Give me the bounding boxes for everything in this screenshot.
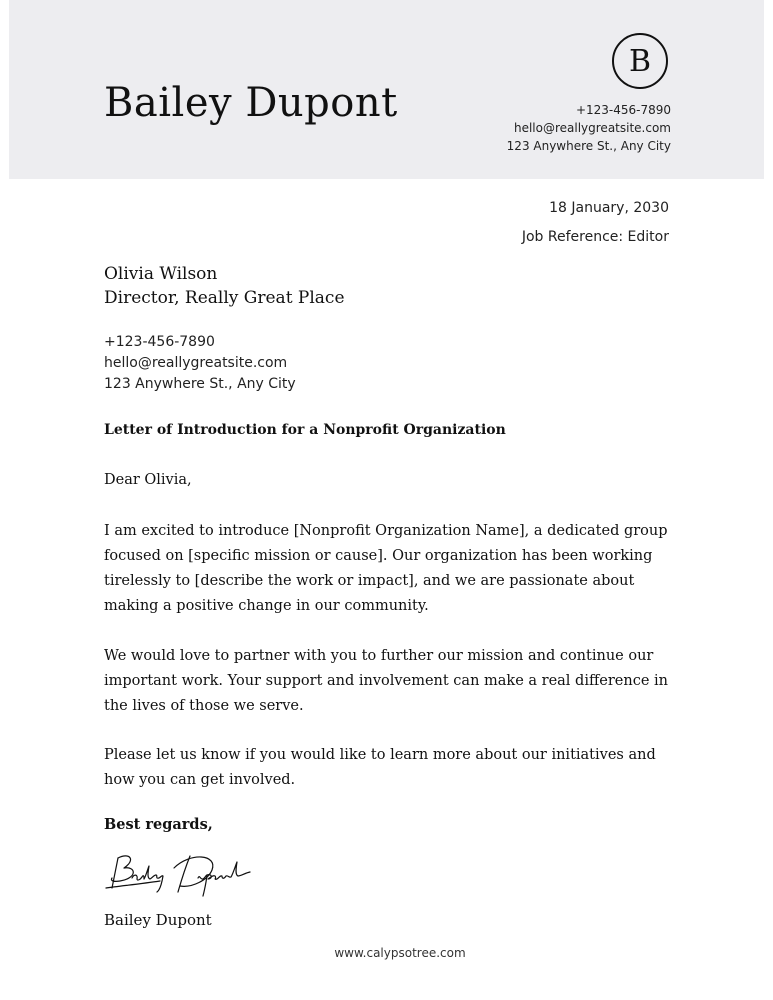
- letter-meta: [522, 198, 669, 247]
- recipient-phone: +123-456-7890: [104, 334, 215, 350]
- recipient-address: 123 Anywhere St., Any City: [104, 376, 296, 392]
- recipient-email: hello@reallygreatsite.com: [104, 355, 288, 371]
- sender-contact: [507, 101, 671, 155]
- recipient-contact: [104, 332, 296, 395]
- signed-name: Bailey Dupont: [104, 911, 212, 929]
- body-paragraph-3: Please let us know if you would like to learn more about our initiatives and how you can get involved.: [104, 747, 656, 788]
- salutation: Dear Olivia,: [104, 472, 192, 488]
- sender-phone: +123-456-7890: [575, 103, 671, 117]
- job-reference: Job Reference: Editor: [521, 229, 669, 245]
- closing: Best regards,: [104, 816, 213, 833]
- sender-name: Bailey Dupont: [104, 80, 398, 126]
- recipient-title: Director, Really Great Place: [104, 288, 345, 308]
- monogram-logo: B: [612, 33, 668, 89]
- letter-subject: Letter of Introduction for a Nonprofit Organization: [104, 422, 506, 438]
- letter-date: 18 January, 2030: [549, 200, 669, 216]
- body-paragraph-2: We would love to partner with you to further our mission and continue our important work. Your support and involvement can make a real difference in the lives of those we serve.: [104, 648, 668, 714]
- recipient-name: Olivia Wilson: [104, 264, 218, 284]
- body-paragraph-1: I am excited to introduce [Nonprofit Organization Name], a dedicated group focused on [specific mission or cause]. Our organization has been working tirelessly to [describe the work or impact], and we are passionate about making a positive change in our community.: [104, 523, 668, 614]
- sender-email: hello@reallygreatsite.com: [513, 121, 671, 135]
- footer-website[interactable]: www.calypsotree.com: [334, 946, 466, 960]
- handwritten-signature: [100, 848, 260, 898]
- sender-address: 123 Anywhere St., Any City: [506, 139, 671, 153]
- recipient-block: [104, 262, 345, 310]
